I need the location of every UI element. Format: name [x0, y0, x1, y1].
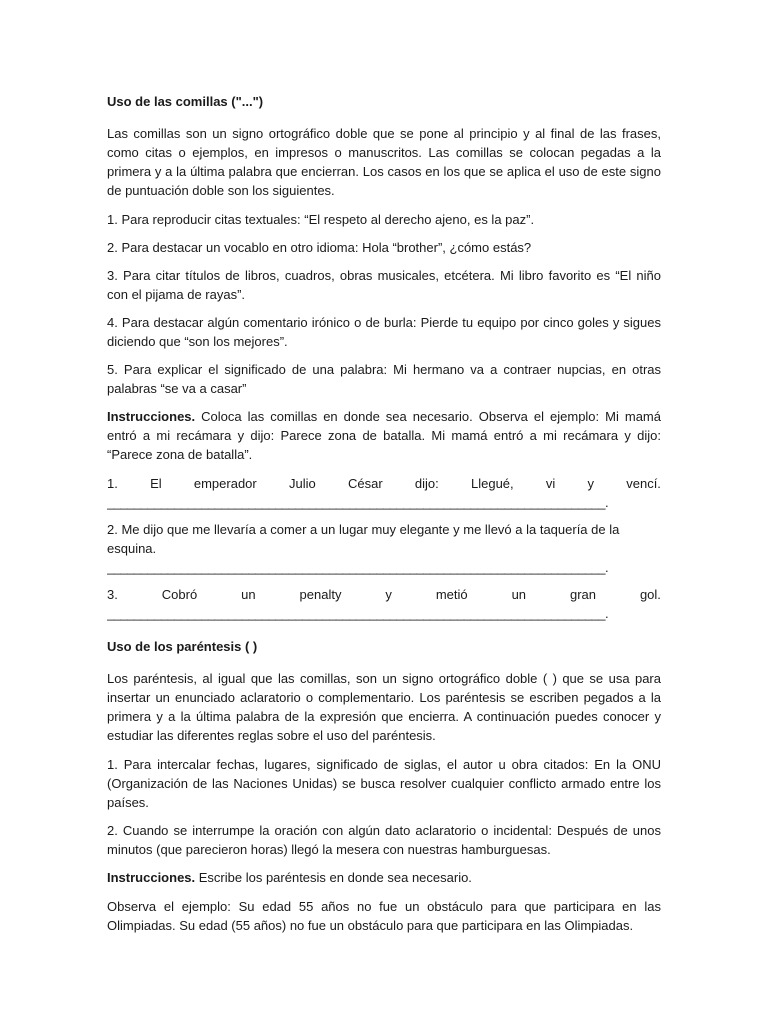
rule-item: 2. Para destacar un vocablo en otro idioma: Hola “brother”, ¿cómo estás?: [107, 240, 532, 255]
instructions-paragraph: [107, 407, 661, 464]
section-title-comillas: Uso de las comillas ("..."): [107, 94, 264, 109]
rule-item: 1. Para intercalar fechas, lugares, significado de siglas, el autor u obra citados: En la ONU (Organización de las Naciones Unidas) se busca resolver cualquier conflicto armado entre los países.: [107, 757, 661, 810]
exercise-word: 3.: [107, 587, 118, 602]
intro-paragraph-parentesis: Los paréntesis, al igual que las comillas, son un signo ortográfico doble ( ) que se usa para insertar un enunciado aclaratorio o complementario. Los paréntesis se escriben pegados a la primera y a la última palabra de la expresión que encierra. A continuación puedes conocer y estudiar las diferentes reglas sobre el uso del paréntesis.: [107, 671, 661, 743]
exercise-word: y: [587, 476, 594, 491]
exercise-word: Cobró: [161, 587, 198, 602]
exercise-word: vencí.: [626, 476, 661, 491]
rule-item: 2. Cuando se interrumpe la oración con algún dato aclaratorio o incidental: Después de unos minutos (que parecieron horas) llegó la mesera con nuestras hamburguesas.: [107, 823, 661, 857]
exercise-word: El: [150, 476, 162, 491]
exercise-word: Llegué,: [470, 476, 514, 491]
exercise-sentence: 2. Me dijo que me llevaría a comer a un lugar muy elegante y me llevó a la taquería de la esquina.: [107, 522, 620, 556]
exercise-sentence: [107, 474, 661, 493]
answer-line: __________________________________________________________________________.: [107, 560, 609, 575]
exercise-word: y: [385, 587, 392, 602]
exercise-item: [107, 585, 661, 623]
instructions-label: Instrucciones.: [107, 870, 196, 885]
rule-item: 3. Para citar títulos de libros, cuadros, obras musicales, etcétera. Mi libro favorito es “El niño con el pijama de rayas”.: [107, 268, 661, 302]
exercise-word: vi: [545, 476, 556, 491]
exercise-word: Julio: [288, 476, 316, 491]
exercise-sentence: [107, 585, 661, 604]
exercise-word: César: [347, 476, 383, 491]
exercise-item: [107, 520, 661, 577]
intro-paragraph-comillas: Las comillas son un signo ortográfico doble que se pone al principio y al final de las frases, como citas o ejemplos, en impresos o manuscritos. Las comillas se colocan pegadas a la primera y a la última palabra que encierran. Los casos en los que se aplica el uso de este signo de puntuación doble son los siguientes.: [107, 126, 661, 198]
example-paragraph: Observa el ejemplo: Su edad 55 años no fue un obstáculo para que participara en las Olimpiadas. Su edad (55 años) no fue un obstáculo para que participara en las Olimpiadas.: [107, 899, 661, 933]
section-title-parentesis: Uso de los paréntesis ( ): [107, 639, 258, 654]
instructions-text: Escribe los paréntesis en donde sea necesario.: [195, 870, 472, 885]
exercise-word: 1.: [107, 476, 118, 491]
answer-line: __________________________________________________________________________.: [107, 606, 609, 621]
exercise-item: [107, 474, 661, 512]
answer-line: __________________________________________________________________________.: [107, 495, 609, 510]
exercise-word: metió: [435, 587, 468, 602]
rule-item: 5. Para explicar el significado de una palabra: Mi hermano va a contraer nupcias, en otras palabras “se va a casar”: [107, 362, 661, 396]
exercise-word: gol.: [639, 587, 661, 602]
exercise-word: un: [511, 587, 527, 602]
rule-item: 1. Para reproducir citas textuales: “El respeto al derecho ajeno, es la paz”.: [107, 212, 535, 227]
instructions-label: Instrucciones.: [107, 409, 196, 424]
exercise-word: un: [241, 587, 256, 602]
exercise-word: gran: [569, 587, 597, 602]
exercise-word: dijo:: [414, 476, 439, 491]
instructions-text: Coloca las comillas en donde sea necesario. Observa el ejemplo: Mi mamá entró a mi recámara y dijo: Parece zona de batalla. Mi mamá entró a mi recámara y dijo: “Parece zona de batalla”.: [107, 409, 661, 462]
exercise-word: penalty: [299, 587, 342, 602]
instructions-paragraph: [107, 868, 661, 887]
exercise-word: emperador: [193, 476, 257, 491]
rule-item: 4. Para destacar algún comentario irónico o de burla: Pierde tu equipo por cinco goles y sigues diciendo que “son los mejores”.: [107, 315, 661, 349]
